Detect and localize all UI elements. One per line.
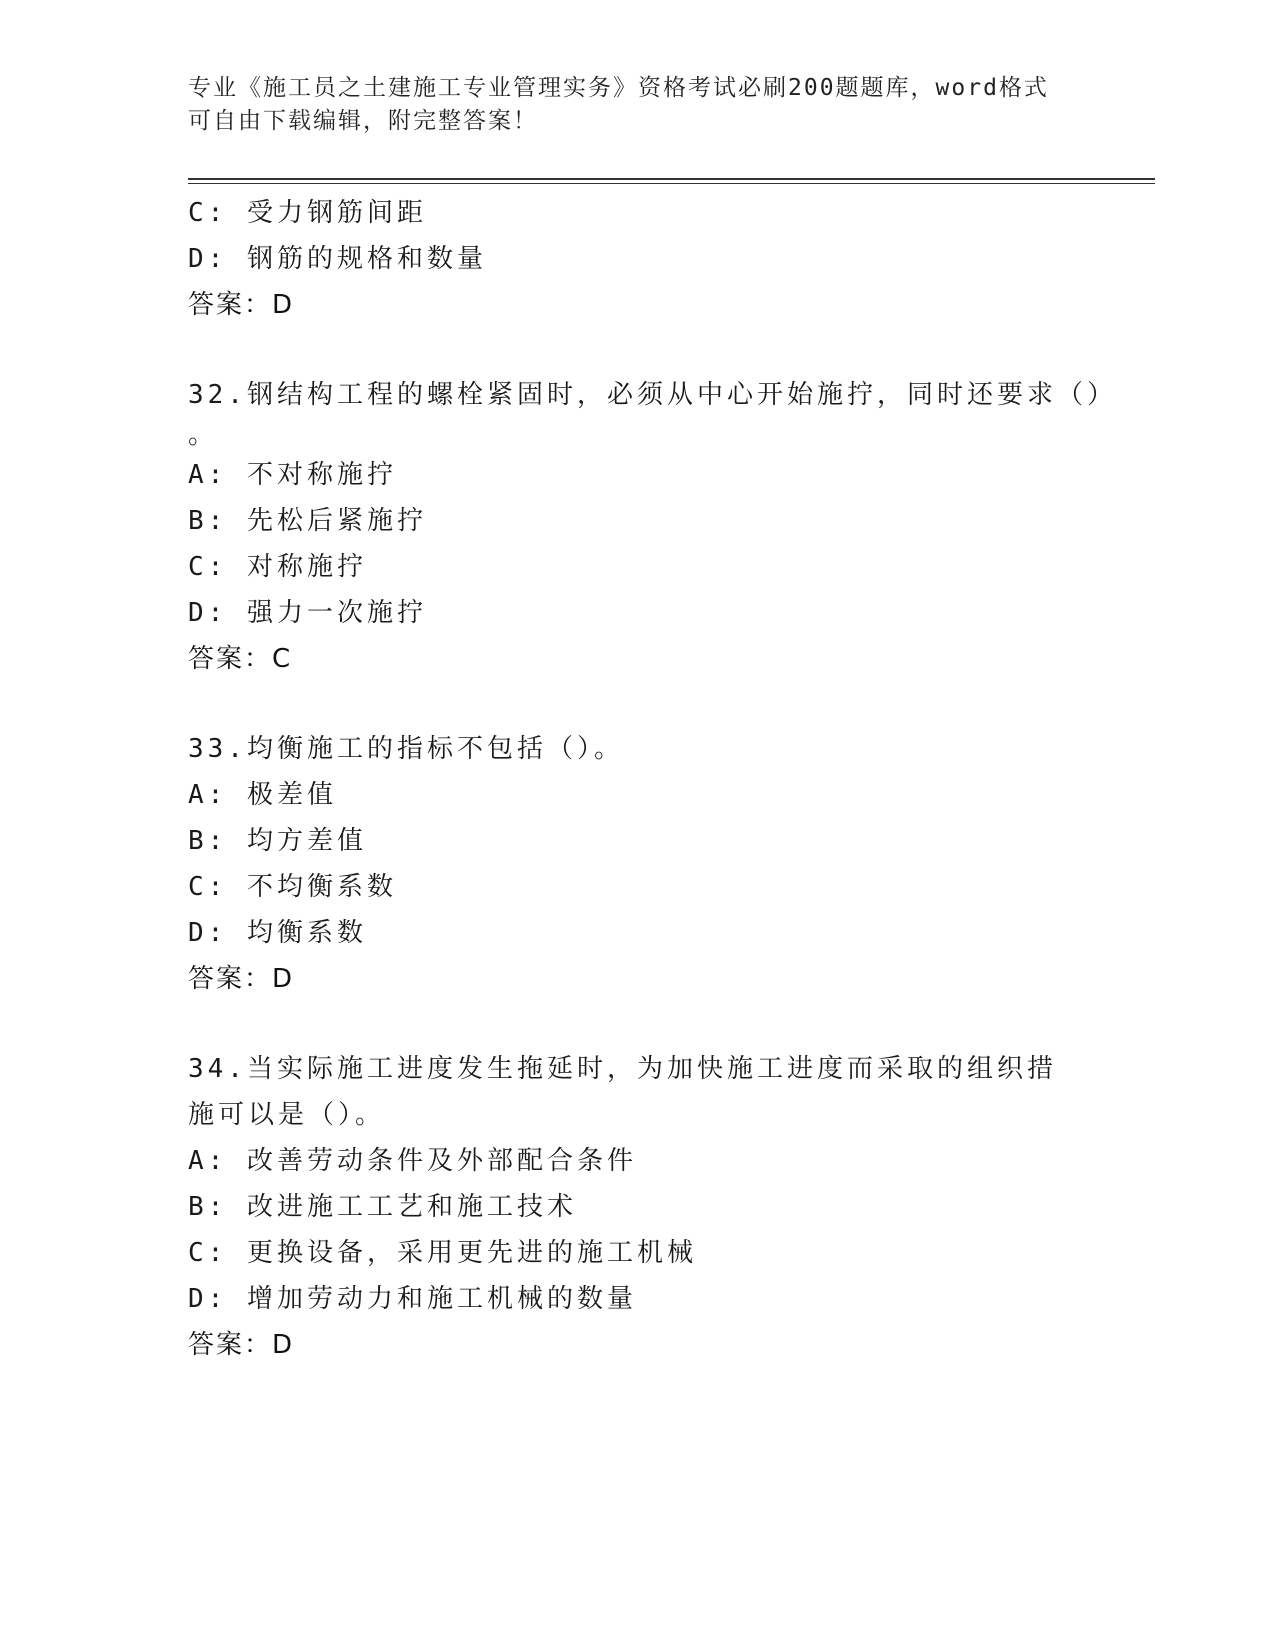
question-32	[188, 372, 1117, 682]
option-a: A: 改善劳动条件及外部配合条件	[188, 1146, 637, 1176]
question-33	[188, 726, 1088, 1002]
option-b: B: 改进施工工艺和施工技术	[188, 1192, 577, 1222]
option-c: C: 受力钢筋间距	[188, 198, 427, 228]
answer-label: 答案：D	[188, 964, 295, 994]
question-stem: 33.均衡施工的指标不包括（）。	[188, 734, 624, 764]
answer-label: 答案：D	[188, 290, 295, 320]
header-divider-thick	[188, 178, 1155, 180]
option-d: D: 增加劳动力和施工机械的数量	[188, 1284, 637, 1314]
document-header: 专业《施工员之土建施工专业管理实务》资格考试必刷200题题库，word格式可自由下载编辑，附完整答案！	[188, 75, 1049, 134]
question-34	[188, 1046, 1088, 1368]
answer-label: 答案：D	[188, 1330, 295, 1360]
option-c: C: 对称施拧	[188, 552, 367, 582]
question-stem-end: 。	[188, 420, 215, 450]
option-a: A: 不对称施拧	[188, 460, 397, 490]
option-d: D: 钢筋的规格和数量	[188, 244, 487, 274]
option-c: C: 不均衡系数	[188, 872, 397, 902]
spacer	[188, 682, 1088, 726]
question-stem: 32.钢结构工程的螺栓紧固时，必须从中心开始施拧，同时还要求（）	[188, 380, 1117, 410]
spacer	[188, 1002, 1088, 1046]
spacer	[188, 328, 1088, 372]
option-d: D: 强力一次施拧	[188, 598, 427, 628]
question-stem: 34.当实际施工进度发生拖延时，为加快施工进度而采取的组织措施可以是（）。	[188, 1054, 1057, 1130]
question-31-continuation	[188, 190, 1088, 328]
option-c: C: 更换设备，采用更先进的施工机械	[188, 1238, 697, 1268]
answer-label: 答案：C	[188, 644, 293, 674]
option-a: A: 极差值	[188, 780, 337, 810]
option-d: D: 均衡系数	[188, 918, 367, 948]
question-content	[188, 190, 1117, 1368]
option-b: B: 均方差值	[188, 826, 367, 856]
header-divider-thin	[188, 183, 1155, 184]
option-b: B: 先松后紧施拧	[188, 506, 427, 536]
